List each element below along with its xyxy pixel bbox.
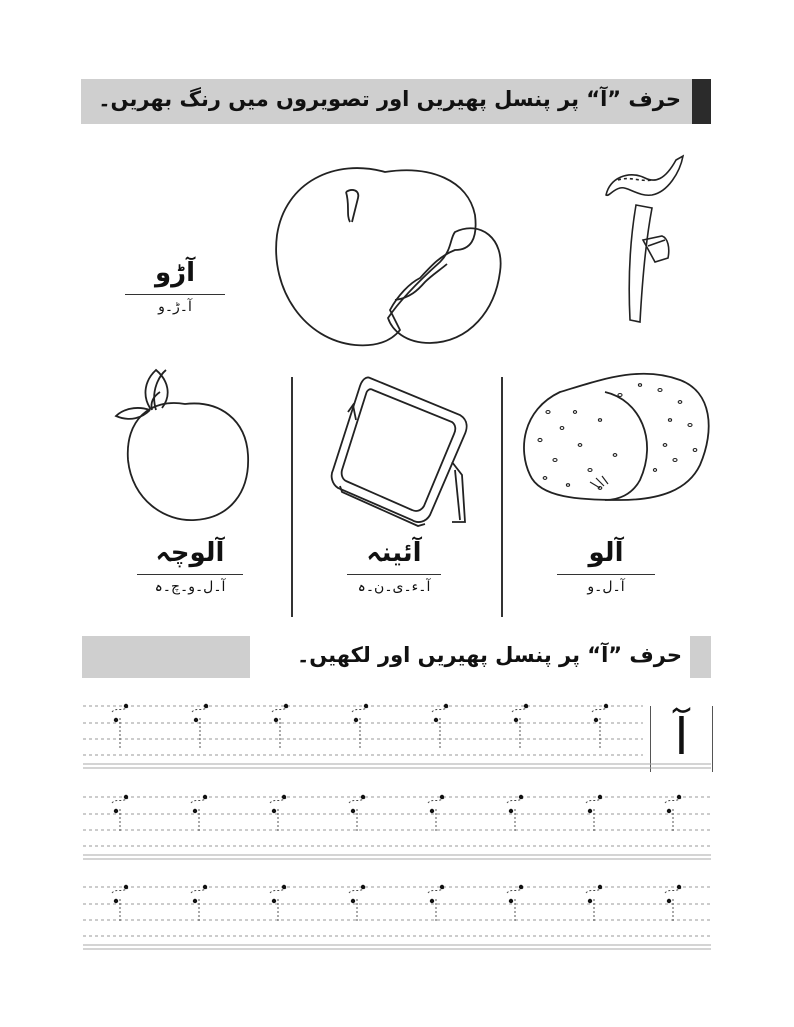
section2-instruction: حرف ”آ“ پر پنسل پھیریں اور لکھیں۔ xyxy=(296,643,682,667)
trace-dot xyxy=(124,795,128,799)
trace-dot xyxy=(114,718,118,722)
trace-dot xyxy=(124,885,128,889)
trace-dot xyxy=(351,809,355,813)
trace-dot xyxy=(364,704,368,708)
trace-dot xyxy=(677,795,681,799)
model-letter: آ xyxy=(674,708,689,766)
trace-dot xyxy=(114,809,118,813)
trace-dot xyxy=(203,885,207,889)
trace-dot xyxy=(588,899,592,903)
trace-dot xyxy=(193,899,197,903)
spelling-potato: آ۔ل۔و xyxy=(587,579,625,595)
trace-dot xyxy=(594,718,598,722)
trace-dot xyxy=(274,718,278,722)
trace-dot xyxy=(524,704,528,708)
trace-letter-alif-madd xyxy=(512,707,528,750)
trace-dot xyxy=(598,795,602,799)
trace-letter-alif-madd xyxy=(349,798,365,831)
trace-dot xyxy=(282,795,286,799)
word-mirror: آئینہ xyxy=(366,538,422,568)
spelling-peach: آ۔ڑ۔و xyxy=(158,299,192,315)
trace-dot xyxy=(667,899,671,903)
word-plum: آلوچہ xyxy=(155,538,225,568)
trace-letter-alif-madd xyxy=(272,707,288,750)
trace-dot xyxy=(440,885,444,889)
trace-dot xyxy=(519,885,523,889)
trace-dot xyxy=(124,704,128,708)
trace-letter-alif-madd xyxy=(349,888,365,921)
trace-dot xyxy=(351,899,355,903)
trace-dot xyxy=(430,809,434,813)
trace-dot xyxy=(361,885,365,889)
trace-dot xyxy=(444,704,448,708)
trace-letter-alif-madd xyxy=(592,707,608,750)
trace-dot xyxy=(193,809,197,813)
section1-instruction: حرف ”آ“ پر پنسل پھیریں اور تصویروں میں رنگ بھریں۔ xyxy=(98,87,681,111)
trace-dot xyxy=(114,899,118,903)
word-potato: آلو xyxy=(588,538,624,568)
trace-dot xyxy=(604,704,608,708)
trace-dot xyxy=(272,809,276,813)
trace-dot xyxy=(514,718,518,722)
spelling-mirror: آ۔ء۔ی۔ن۔ہ xyxy=(357,579,431,595)
trace-dot xyxy=(509,809,513,813)
trace-dot xyxy=(519,795,523,799)
spelling-plum: آ۔ل۔و۔چ۔ہ xyxy=(154,579,226,595)
trace-dot xyxy=(677,885,681,889)
trace-dot xyxy=(194,718,198,722)
trace-dot xyxy=(440,795,444,799)
trace-letter-alif-madd xyxy=(428,798,444,831)
trace-dot xyxy=(203,795,207,799)
trace-dot xyxy=(430,899,434,903)
trace-dot xyxy=(588,809,592,813)
trace-dot xyxy=(434,718,438,722)
trace-dot xyxy=(361,795,365,799)
trace-dot xyxy=(354,718,358,722)
trace-dot xyxy=(509,899,513,903)
trace-dot xyxy=(204,704,208,708)
trace-letter-alif-madd xyxy=(112,707,128,750)
trace-dot xyxy=(272,899,276,903)
trace-dot xyxy=(598,885,602,889)
trace-letter-alif-madd xyxy=(432,707,448,750)
trace-letter-alif-madd xyxy=(428,888,444,921)
word-peach: آڑو xyxy=(154,258,196,288)
trace-letter-alif-madd xyxy=(352,707,368,750)
trace-dot xyxy=(667,809,671,813)
trace-dot xyxy=(284,704,288,708)
trace-letter-alif-madd xyxy=(192,707,208,750)
trace-dot xyxy=(282,885,286,889)
